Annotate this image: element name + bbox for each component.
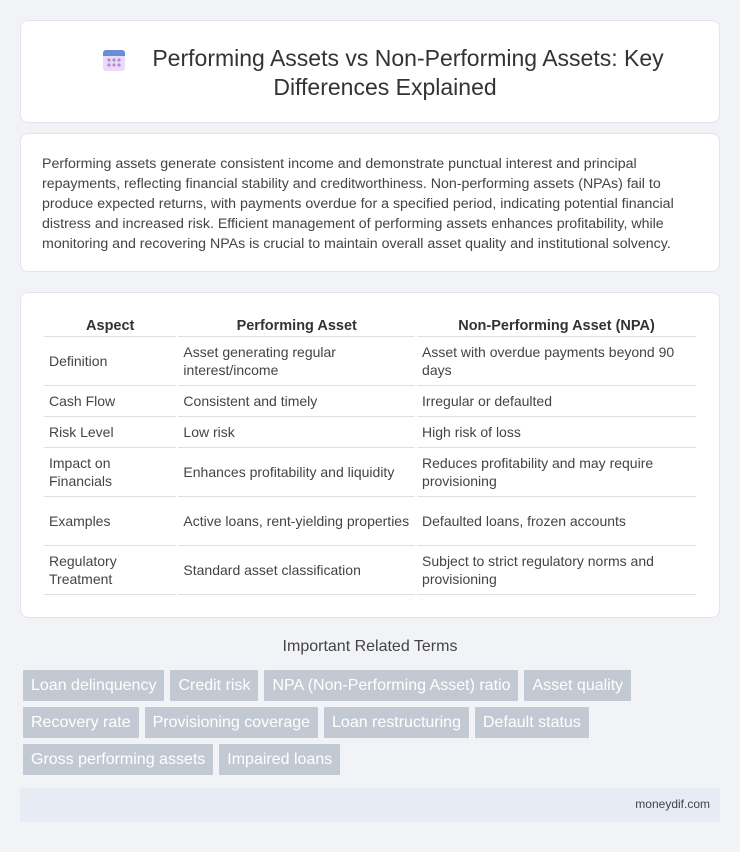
table-cell: Low risk bbox=[178, 417, 415, 448]
table-cell: Reduces profitability and may require provisioning bbox=[417, 448, 696, 497]
page-title: Performing Assets vs Non-Performing Assets: Key Differences Explained bbox=[152, 45, 664, 100]
tag-recovery-rate[interactable]: Recovery rate bbox=[23, 707, 139, 738]
table-cell: Asset generating regular interest/income bbox=[178, 337, 415, 386]
table-cell: Risk Level bbox=[44, 417, 176, 448]
table-cell: Examples bbox=[44, 497, 176, 546]
table-row bbox=[44, 497, 696, 546]
table-cell: Subject to strict regulatory norms and provisioning bbox=[417, 546, 696, 595]
tag-loan-delinquency[interactable]: Loan delinquency bbox=[23, 670, 164, 701]
related-terms-heading: Important Related Terms bbox=[282, 638, 458, 655]
table-row bbox=[44, 448, 696, 497]
tag-credit-risk[interactable]: Credit risk bbox=[170, 670, 258, 701]
table-row bbox=[44, 337, 696, 386]
tag-asset-quality[interactable]: Asset quality bbox=[524, 670, 631, 701]
table-cell: High risk of loss bbox=[417, 417, 696, 448]
table-row bbox=[44, 417, 696, 448]
header-performing: Performing Asset bbox=[178, 315, 415, 337]
table-header-row bbox=[44, 315, 696, 337]
table-cell: Standard asset classification bbox=[178, 546, 415, 595]
footer-site[interactable]: moneydif.com bbox=[635, 797, 710, 811]
comparison-card bbox=[20, 292, 720, 618]
table-row bbox=[44, 386, 696, 417]
table-cell: Definition bbox=[44, 337, 176, 386]
tag-default-status[interactable]: Default status bbox=[475, 707, 589, 738]
table-cell: Impact on Financials bbox=[44, 448, 176, 497]
footer bbox=[20, 788, 720, 822]
summary-paragraph: Performing assets generate consistent income and demonstrate punctual interest and principal repayments, reflecting financial stability and creditworthiness. Non-performing assets (NPAs) fail to produce expected returns, with payments overdue for a specified period, indicating potential financial distress and increased risk. Efficient management of performing assets enhances profitability, while monitoring and recovering NPAs is crucial to maintain overall asset quality and institutional solvency. bbox=[42, 156, 674, 252]
table-cell: Defaulted loans, frozen accounts bbox=[417, 497, 696, 546]
table-cell: Cash Flow bbox=[44, 386, 176, 417]
table-cell: Regulatory Treatment bbox=[44, 546, 176, 595]
summary-card bbox=[20, 133, 720, 272]
tag-loan-restructuring[interactable]: Loan restructuring bbox=[324, 707, 469, 738]
related-terms-list bbox=[23, 670, 683, 781]
header-aspect: Aspect bbox=[44, 315, 176, 337]
comparison-table bbox=[42, 315, 698, 595]
table-cell: Asset with overdue payments beyond 90 days bbox=[417, 337, 696, 386]
table-cell: Active loans, rent-yielding properties bbox=[178, 497, 415, 546]
tag-impaired-loans[interactable]: Impaired loans bbox=[219, 744, 340, 775]
table-cell: Enhances profitability and liquidity bbox=[178, 448, 415, 497]
table-cell: Irregular or defaulted bbox=[417, 386, 696, 417]
tag-gross-performing-assets[interactable]: Gross performing assets bbox=[23, 744, 213, 775]
tag-provisioning-coverage[interactable]: Provisioning coverage bbox=[145, 707, 318, 738]
tag-npa-ratio[interactable]: NPA (Non-Performing Asset) ratio bbox=[264, 670, 518, 701]
table-row bbox=[44, 546, 696, 595]
title-card bbox=[20, 20, 720, 123]
table-cell: Consistent and timely bbox=[178, 386, 415, 417]
header-npa: Non-Performing Asset (NPA) bbox=[417, 315, 696, 337]
